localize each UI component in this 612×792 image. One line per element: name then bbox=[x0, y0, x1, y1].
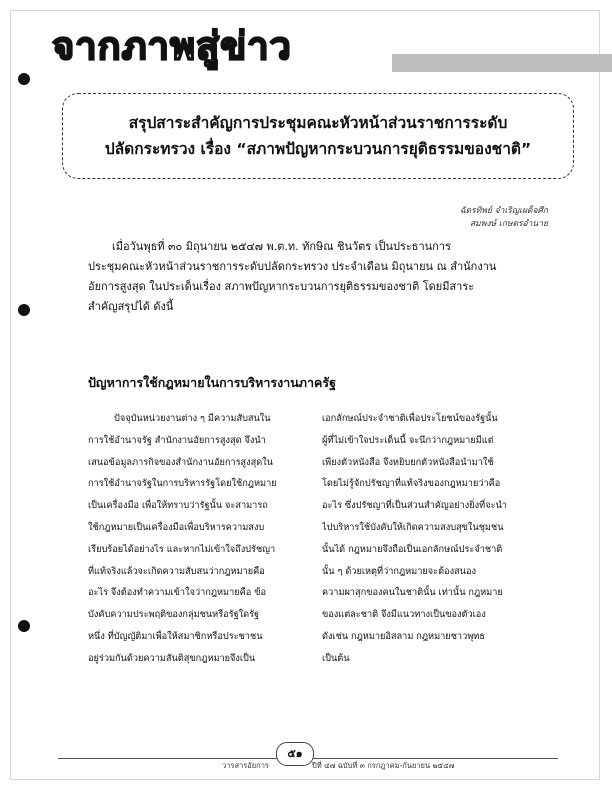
body-line: เพียงตัวหนังสือ จึงหยิบยกตัวหนังสือนำมาใช้ bbox=[322, 456, 494, 468]
intro-line: ประชุมคณะหัวหน้าส่วนราชการระดับปลัดกระทรวง ประจำเดือน มิถุนายน ณ สำนักงาน bbox=[88, 260, 497, 273]
body-line: ดังเช่น กฎหมายอิสลาม กฎหมายชาวพุทธ bbox=[322, 630, 485, 642]
body-line: อะไร ซึ่งปรัชญาที่เป็นส่วนสำคัญอย่างยิ่งที่จะนำ bbox=[322, 500, 507, 512]
body-line: ผู้ที่ไม่เข้าใจประเด็นนี้ จะนึกว่ากฎหมายมีแต่ bbox=[322, 434, 494, 446]
authors bbox=[460, 205, 548, 231]
body-line: อะไร จึงต้องทำความเข้าใจว่ากฎหมายคือ ข้อ bbox=[88, 587, 267, 599]
body-line: เสนอข้อมูลภารกิจของสำนักงานอัยการสูงสุดใน bbox=[88, 456, 273, 468]
body-line: โดยไม่รู้จักปรัชญาที่แท้จริงของกฎหมายว่าคือ bbox=[322, 478, 501, 490]
body-line: เรียบร้อยได้อย่างไร และหากไม่เข้าใจถึงปรัชญา bbox=[88, 543, 276, 555]
issue-info: ปีที่ ๔๗ ฉบับที่ ๓ กรกฎาคม-กันยายน ๒๕๔๗ bbox=[312, 761, 455, 770]
body-line: เป็นเครื่องมือ เพื่อให้ทราบว่ารัฐนั้น จะสามารถ bbox=[88, 500, 268, 512]
masthead-bar bbox=[392, 54, 612, 72]
intro-line: สำคัญสรุปได้ ดังนี้ bbox=[88, 300, 174, 313]
body-line: อยู่ร่วมกันด้วยความสันติสุขกฎหมายจึงเป็น bbox=[88, 652, 256, 664]
intro-line: เมื่อวันพุธที่ ๓๐ มิถุนายน ๒๕๔๗ พ.ต.ท. ทักษิณ ชินวัตร เป็นประธานการ bbox=[112, 240, 451, 253]
punch-hole bbox=[18, 304, 30, 316]
section-heading: ปัญหาการใช้กฎหมายในการบริหารงานภาครัฐ bbox=[88, 375, 336, 390]
body-line: การใช้อำนาจรัฐ สำนักงานอัยการสูงสุด จึงนำ bbox=[88, 434, 266, 446]
left-column bbox=[88, 408, 286, 670]
body-line: เป็นต้น bbox=[322, 652, 350, 664]
body-line: ของแต่ละชาติ จึงมีแนวทางเป็นของตัวเอง bbox=[322, 609, 486, 621]
body-line: นั้นได้ กฎหมายจึงถือเป็นเอกลักษณ์ประจำชาติ bbox=[322, 543, 503, 555]
body-line: นั้น ๆ ด้วยเหตุที่ว่ากฎหมายจะต้องสนอง bbox=[322, 565, 476, 577]
intro-paragraph bbox=[88, 237, 566, 317]
right-column bbox=[322, 408, 532, 670]
article-title-line-2: ปลัดกระทรวง เรื่อง “สภาพปัญหากระบวนการยุติธรรมของชาติ” bbox=[104, 140, 532, 158]
body-line: เอกลักษณ์ประจำชาติเพื่อประโยชน์ของรัฐนั้น bbox=[322, 413, 498, 424]
page-number: ๕๑ bbox=[276, 742, 314, 766]
article-heading-box bbox=[62, 93, 574, 179]
author-name: สมพงษ์ เกษตรอำนาย bbox=[469, 219, 548, 229]
punch-hole bbox=[18, 73, 30, 85]
article-title-line-1: สรุปสาระสำคัญการประชุมคณะหัวหน้าส่วนราชการระดับ bbox=[128, 114, 508, 132]
body-line: ที่แท้จริงแล้วจะเกิดความสับสนว่ากฎหมายคือ bbox=[88, 565, 265, 577]
punch-hole bbox=[18, 620, 30, 632]
author-name: ฉัตรทิพย์ จำเริญเผด็จศึก bbox=[459, 206, 548, 216]
body-line: หนึ่ง ที่บัญญัติมาเพื่อให้สมาชิกหรือประชาชน bbox=[88, 630, 263, 642]
body-line: ปัจจุบันหน่วยงานต่าง ๆ มีความสับสนใน bbox=[114, 413, 271, 424]
intro-line: อัยการสูงสุด ในประเด็นเรื่อง สภาพปัญหากระบวนการยุติธรรมของชาติ โดยมีสาระ bbox=[88, 280, 475, 293]
body-line: บังคับความประพฤติของกลุ่มชนหรือรัฐใดรัฐ bbox=[88, 609, 260, 621]
masthead-title: จากภาพสู่ข่าว bbox=[52, 24, 292, 68]
body-line: ความผาสุกของคนในชาตินั้น เท่านั้น กฎหมาย bbox=[322, 587, 503, 599]
body-line: ไปบริหารใช้บังคับให้เกิดความสงบสุขในชุมชน bbox=[322, 521, 504, 533]
body-line: การใช้อำนาจรัฐในการบริหารรัฐโดยใช้กฎหมาย bbox=[88, 478, 277, 490]
body-line: ใช้กฎหมายเป็นเครื่องมือเพื่อบริหารความสงบ bbox=[88, 521, 265, 533]
journal-name: วารสารอัยการ bbox=[222, 761, 269, 770]
